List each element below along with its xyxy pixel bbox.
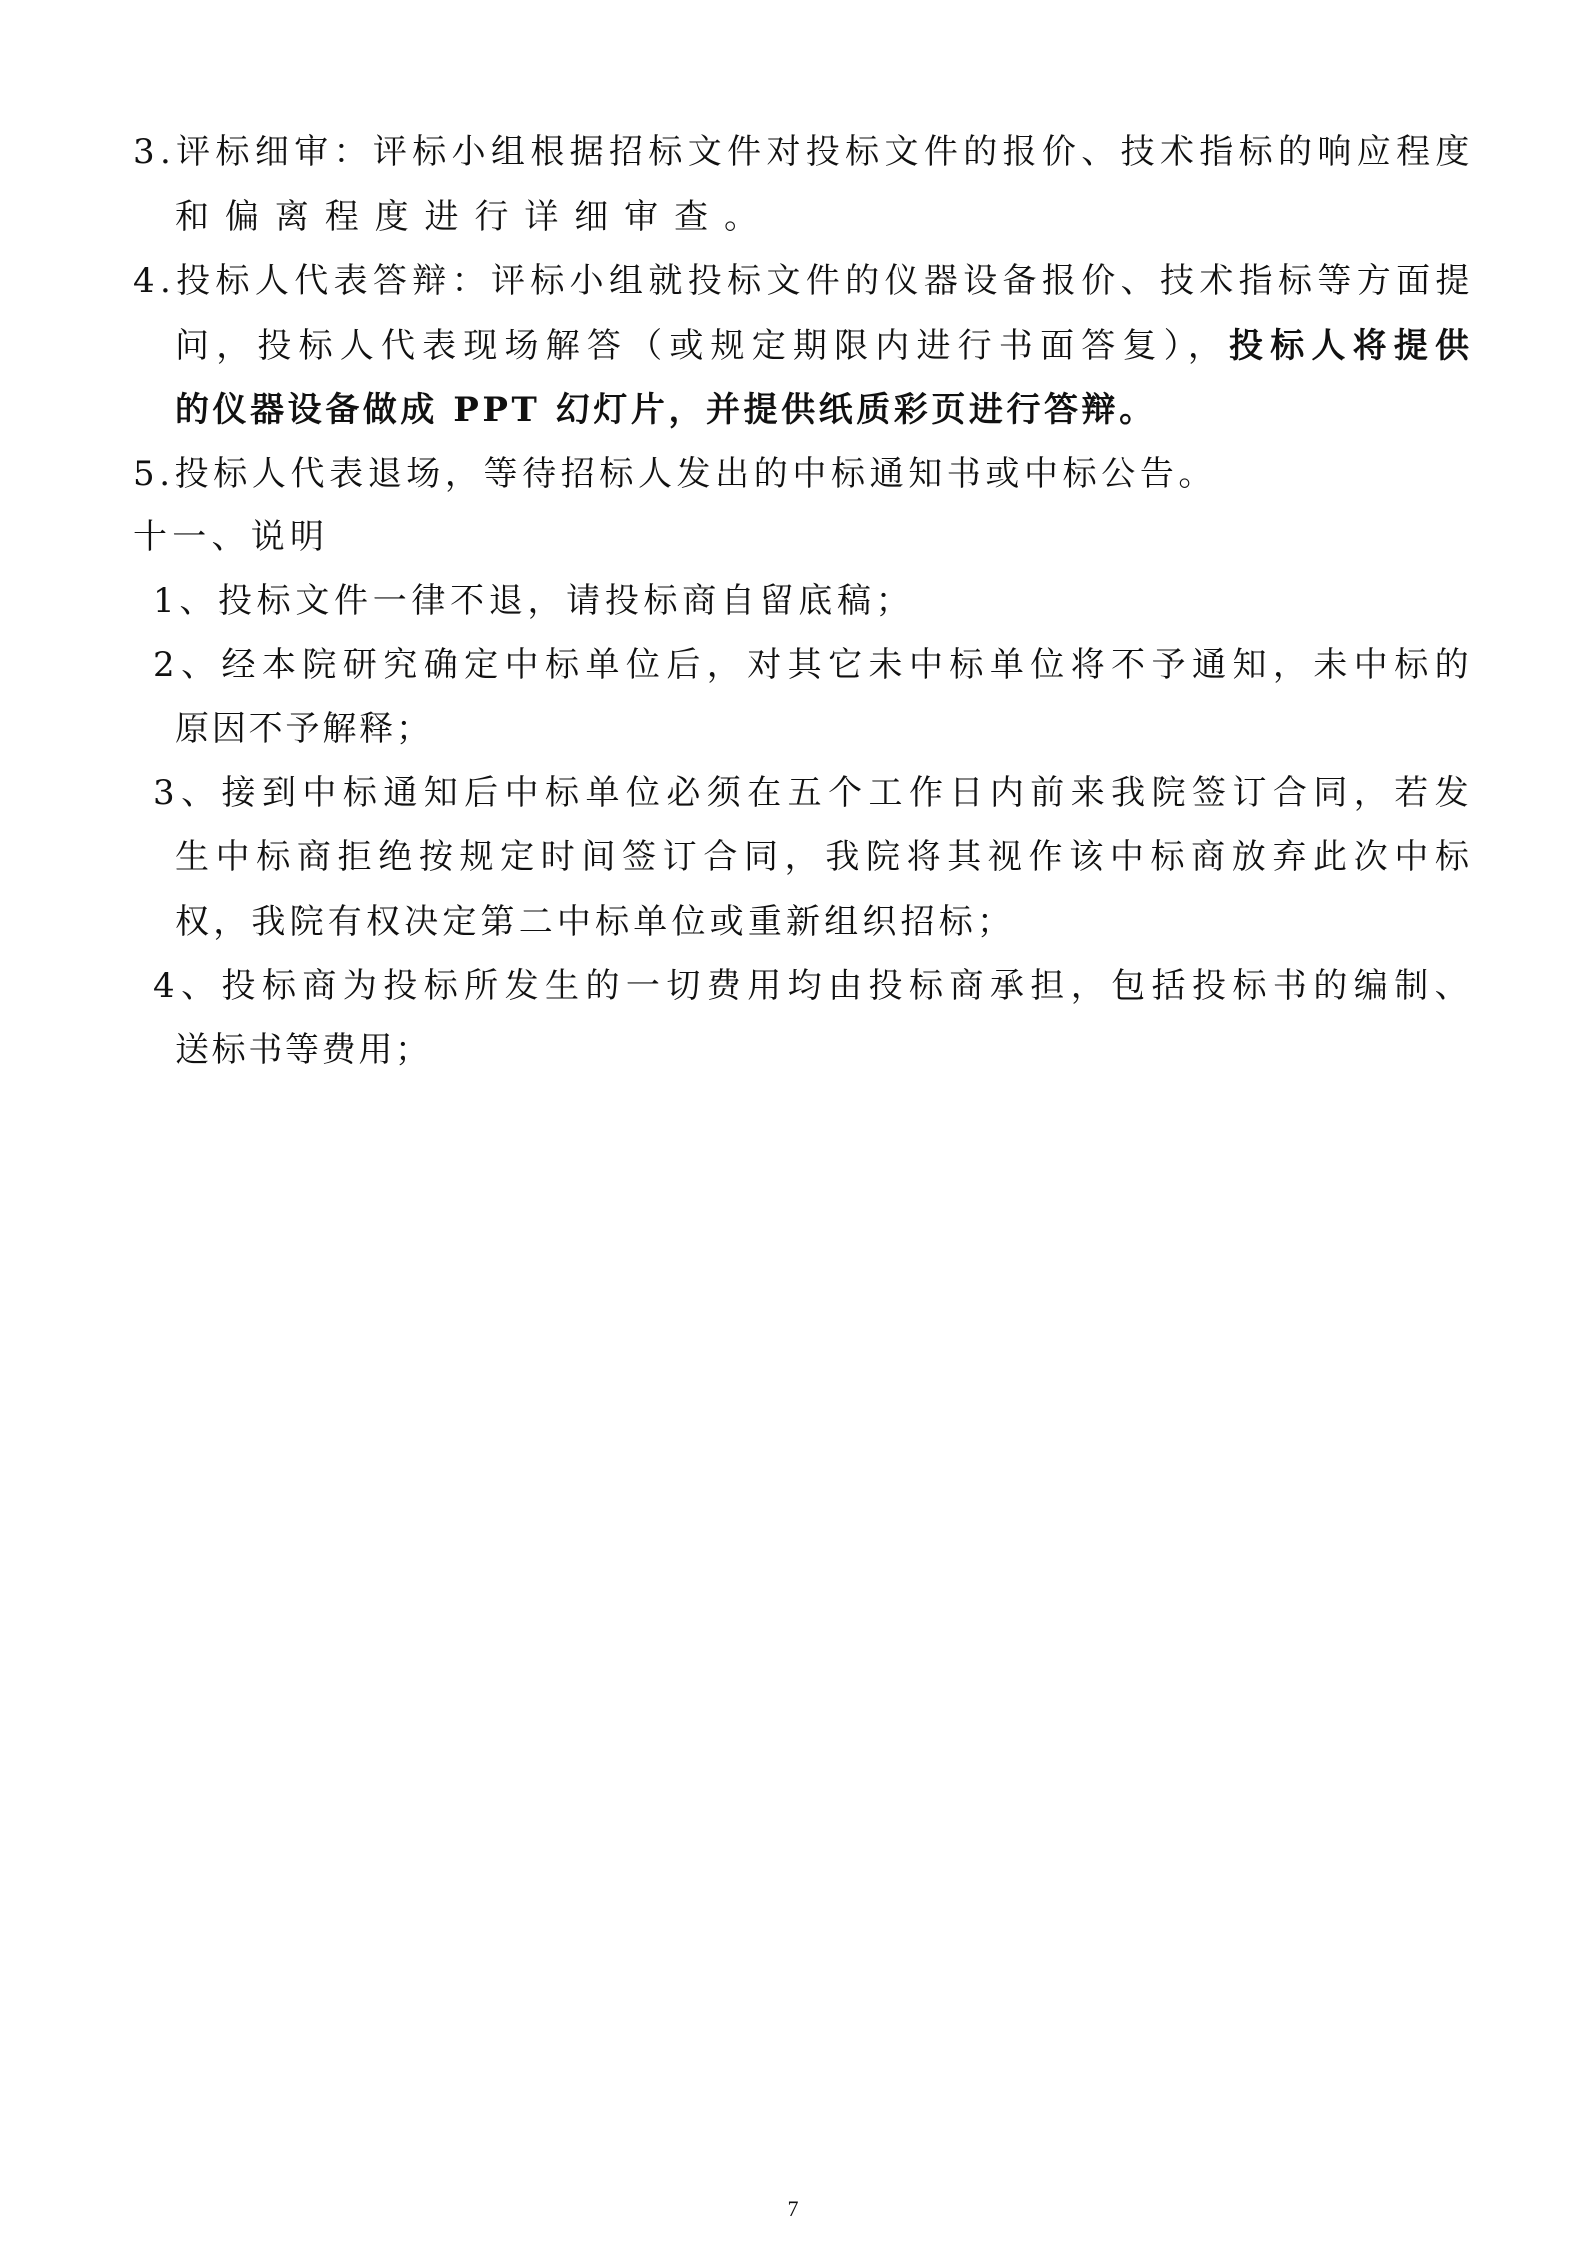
text-line xyxy=(175,1022,432,1078)
text-line xyxy=(153,637,1475,693)
text-segment: 4.投标人代表答辩：评标小组就投标文件的仪器设备报价、技术指标等方面提 xyxy=(133,261,1475,301)
text-segment: 1、投标文件一律不退，请投标商自留底稿； xyxy=(153,581,915,621)
bold-text-segment: 的仪器设备做成 PPT 幻灯片，并提供纸质彩页进行答辩。 xyxy=(175,390,1157,430)
text-segment: 3.评标细审：评标小组根据招标文件对投标文件的报价、技术指标的响应程度 xyxy=(133,132,1475,172)
text-line xyxy=(175,382,1157,438)
page-number: 7 xyxy=(787,2196,799,2221)
text-line xyxy=(175,894,1015,950)
text-line xyxy=(133,446,1217,502)
text-segment: 4、投标商为投标所发生的一切费用均由投标商承担，包括投标书的编制、 xyxy=(153,966,1476,1006)
text-segment: 生中标商拒绝按规定时间签订合同，我院将其视作该中标商放弃此次中标 xyxy=(175,837,1476,877)
text-line xyxy=(175,189,774,245)
text-line xyxy=(175,318,1476,374)
text-segment: 2、经本院研究确定中标单位后，对其它未中标单位将不予通知，未中标的 xyxy=(153,645,1476,685)
text-line xyxy=(153,958,1475,1014)
text-line xyxy=(133,509,329,565)
text-line xyxy=(153,765,1475,821)
text-line xyxy=(175,829,1476,885)
text-segment: 和偏离程度进行详细审查。 xyxy=(175,197,774,237)
text-segment: 原因不予解释； xyxy=(175,709,433,749)
text-segment: 送标书等费用； xyxy=(175,1030,432,1070)
text-line xyxy=(133,253,1475,309)
text-segment: 十一、说明 xyxy=(133,517,330,557)
text-segment: 问，投标人代表现场解答（或规定期限内进行书面答复）， xyxy=(175,326,1230,366)
text-line xyxy=(153,573,914,629)
text-segment: 权，我院有权决定第二中标单位或重新组织招标； xyxy=(175,902,1016,942)
text-line xyxy=(175,701,433,757)
text-segment: 5.投标人代表退场，等待招标人发出的中标通知书或中标公告。 xyxy=(133,454,1218,494)
text-line xyxy=(133,124,1475,180)
bold-text-segment: 投标人将提供 xyxy=(1229,326,1477,366)
text-segment: 3、接到中标通知后中标单位必须在五个工作日内前来我院签订合同，若发 xyxy=(153,773,1476,813)
